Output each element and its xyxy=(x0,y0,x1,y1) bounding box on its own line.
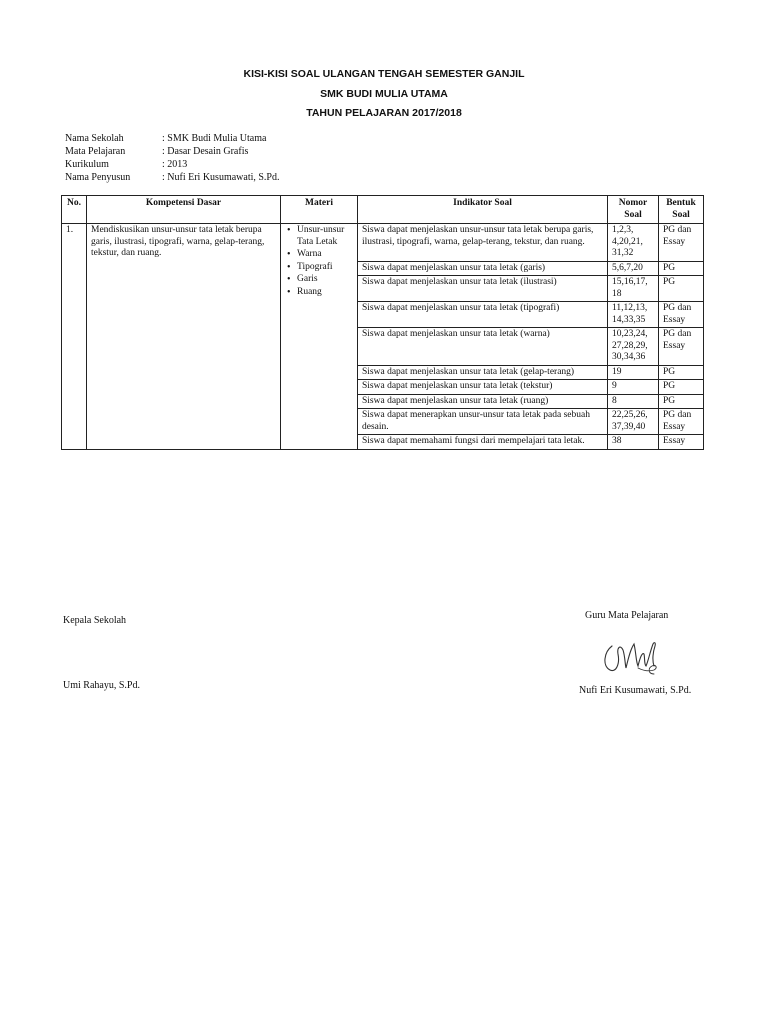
header-nomor-soal: Nomor Soal xyxy=(608,196,659,224)
table-header-row xyxy=(62,196,704,224)
cell-bentuk: PG dan Essay xyxy=(659,328,704,366)
info-row-mapel xyxy=(65,145,280,158)
cell-nomor: 10,23,24, 27,28,29, 30,34,36 xyxy=(608,328,659,366)
cell-bentuk: PG xyxy=(659,276,704,302)
cell-indikator: Siswa dapat menjelaskan unsur tata letak (tekstur) xyxy=(358,380,608,395)
info-value: : SMK Budi Mulia Utama xyxy=(162,133,267,144)
cell-indikator: Siswa dapat menjelaskan unsur tata letak (gelap-terang) xyxy=(358,365,608,380)
info-label: Nama Penyusun xyxy=(65,172,131,183)
materi-item: • Tipografi xyxy=(297,262,353,274)
cell-nomor: 5,6,7,20 xyxy=(608,261,659,276)
cell-nomor: 11,12,13, 14,33,35 xyxy=(608,302,659,328)
info-label: Kurikulum xyxy=(65,159,109,170)
header-materi: Materi xyxy=(281,196,358,224)
principal-name: Umi Rahayu, S.Pd. xyxy=(63,680,140,691)
cell-indikator: Siswa dapat menjelaskan unsur tata letak (warna) xyxy=(358,328,608,366)
info-row-sekolah xyxy=(65,132,280,145)
teacher-label: Guru Mata Pelajaran xyxy=(585,610,669,621)
materi-list xyxy=(285,225,353,298)
academic-year-heading: TAHUN PELAJARAN 2017/2018 xyxy=(306,107,462,119)
document-info xyxy=(65,132,280,184)
cell-bentuk: PG xyxy=(659,394,704,409)
cell-bentuk: PG xyxy=(659,380,704,395)
cell-indikator: Siswa dapat menjelaskan unsur-unsur tata letak berupa garis, ilustrasi, tipografi, warna, gelap-terang, tekstur, dan ruang. xyxy=(358,224,608,262)
cell-bentuk: Essay xyxy=(659,435,704,450)
header-indikator-soal: Indikator Soal xyxy=(358,196,608,224)
cell-kompetensi-dasar: Mendiskusikan unsur-unsur tata letak berupa garis, ilustrasi, tipografi, warna, gelap-terang, tekstur, dan ruang. xyxy=(87,224,281,450)
kisi-kisi-table xyxy=(61,195,704,450)
header-kompetensi-dasar: Kompetensi Dasar xyxy=(87,196,281,224)
cell-nomor: 22,25,26, 37,39,40 xyxy=(608,409,659,435)
handwritten-signature-icon xyxy=(598,632,668,678)
cell-materi xyxy=(281,224,358,450)
cell-indikator: Siswa dapat menerapkan unsur-unsur tata letak pada sebuah desain. xyxy=(358,409,608,435)
info-value: : Nufi Eri Kusumawati, S.Pd. xyxy=(162,172,280,183)
cell-nomor: 1,2,3, 4,20,21, 31,32 xyxy=(608,224,659,262)
header-no: No. xyxy=(62,196,87,224)
cell-indikator: Siswa dapat menjelaskan unsur tata letak (garis) xyxy=(358,261,608,276)
info-value: : 2013 xyxy=(162,159,188,170)
cell-no: 1. xyxy=(62,224,87,450)
materi-item: • Warna xyxy=(297,249,353,261)
teacher-name: Nufi Eri Kusumawati, S.Pd. xyxy=(579,685,692,696)
cell-bentuk: PG xyxy=(659,261,704,276)
cell-bentuk: PG dan Essay xyxy=(659,302,704,328)
header-bentuk-soal: Bentuk Soal xyxy=(659,196,704,224)
cell-nomor: 9 xyxy=(608,380,659,395)
info-row-kurikulum xyxy=(65,158,280,171)
cell-indikator: Siswa dapat memahami fungsi dari mempelajari tata letak. xyxy=(358,435,608,450)
info-label: Mata Pelajaran xyxy=(65,146,126,157)
info-value: : Dasar Desain Grafis xyxy=(162,146,249,157)
cell-indikator: Siswa dapat menjelaskan unsur tata letak (ruang) xyxy=(358,394,608,409)
principal-label: Kepala Sekolah xyxy=(63,615,127,626)
cell-nomor: 19 xyxy=(608,365,659,380)
document-title: KISI-KISI SOAL ULANGAN TENGAH SEMESTER GANJIL xyxy=(243,68,525,80)
cell-bentuk: PG xyxy=(659,365,704,380)
info-row-penyusun xyxy=(65,171,280,184)
materi-item: • Unsur-unsur Tata Letak xyxy=(297,225,353,248)
school-name-heading: SMK BUDI MULIA UTAMA xyxy=(320,88,448,100)
table-row xyxy=(62,224,704,262)
materi-item: • Garis xyxy=(297,274,353,286)
cell-indikator: Siswa dapat menjelaskan unsur tata letak (ilustrasi) xyxy=(358,276,608,302)
cell-bentuk: PG dan Essay xyxy=(659,224,704,262)
cell-nomor: 38 xyxy=(608,435,659,450)
cell-indikator: Siswa dapat menjelaskan unsur tata letak (tipografi) xyxy=(358,302,608,328)
info-label: Nama Sekolah xyxy=(65,133,124,144)
cell-nomor: 15,16,17, 18 xyxy=(608,276,659,302)
cell-bentuk: PG dan Essay xyxy=(659,409,704,435)
cell-nomor: 8 xyxy=(608,394,659,409)
materi-item: • Ruang xyxy=(297,287,353,299)
